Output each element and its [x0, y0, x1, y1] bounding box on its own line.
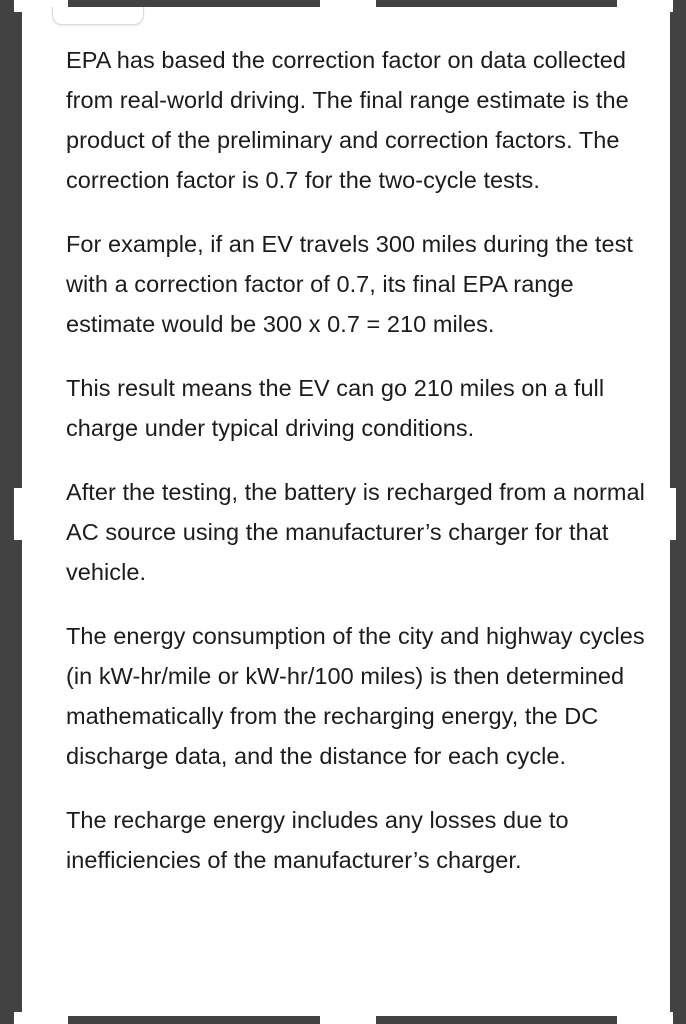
- paragraph-example: For example, if an EV travels 300 miles during the test with a correction factor of 0.7, its final EPA range estimate would be 300 x 0.7 = 210 miles.: [66, 231, 634, 337]
- paragraph-correction-factor: EPA has based the correction factor on data collected from real-world driving. The final range estimate is the product of the preliminary and correction factors. The correction factor is 0.7 for the two-cycle tests.: [66, 47, 629, 193]
- paragraph-result: This result means the EV can go 210 miles on a full charge under typical driving conditions.: [66, 375, 605, 441]
- paragraph-energy-consumption: The energy consumption of the city and highway cycles (in kW-hr/mile or kW-hr/100 miles) is then determined mathematically from the recharging energy, the DC discharge data, and the distance for each cycle.: [66, 623, 645, 769]
- paragraph-recharge: After the testing, the battery is recharged from a normal AC source using the manufacturer’s charger for that vehicle.: [66, 479, 645, 585]
- top-tab: [52, 7, 144, 25]
- paragraph-recharge-losses: The recharge energy includes any losses due to inefficiencies of the manufacturer’s charger.: [66, 807, 569, 873]
- document-page: [22, 7, 670, 1016]
